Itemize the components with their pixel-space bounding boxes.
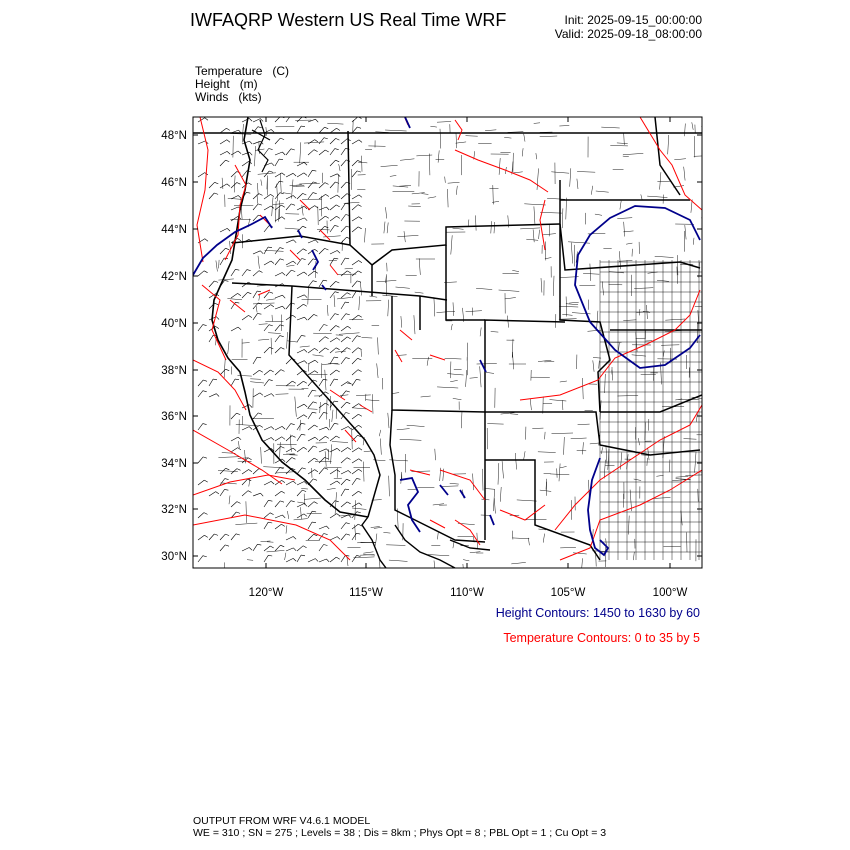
lon-label-100: 100°W [652,587,688,599]
plot-title: IWFAQRP Western US Real Time WRF [190,10,507,30]
lat-label-48: 48°N [161,130,187,142]
field-temperature: Temperature (C) [195,64,290,78]
lat-label-44: 44°N [161,224,187,236]
height-contour-label: Height Contours: 1450 to 1630 by 60 [495,606,700,620]
coastline-baja [362,517,490,568]
field-winds: Winds (kts) [195,90,262,104]
model-footer [193,815,606,839]
lon-label-105: 105°W [550,587,586,599]
lat-label-30: 30°N [161,551,187,563]
lon-label-115: 115°W [349,587,383,599]
lat-label-40: 40°N [161,318,187,330]
lat-label-38: 38°N [161,365,187,377]
footer-model: OUTPUT FROM WRF V4.6.1 MODEL [193,815,371,827]
lat-label-34: 34°N [161,458,187,470]
county-boundaries [216,120,714,579]
lat-label-36: 36°N [161,411,187,423]
field-height: Height (m) [195,77,258,91]
valid-time: Valid: 2025-09-18_08:00:00 [554,27,702,41]
lat-label-42: 42°N [161,271,187,283]
init-time: Init: 2025-09-15_00:00:00 [564,13,702,27]
temperature-contour-label: Temperature Contours: 0 to 35 by 5 [503,631,700,645]
lon-label-110: 110°W [450,587,484,599]
county-lines [216,120,714,579]
lat-label-32: 32°N [161,504,187,516]
lat-label-46: 46°N [161,177,187,189]
footer-config: WE = 310 ; SN = 275 ; Levels = 38 ; Dis = 8km ; Phys Opt = 8 ; PBL Opt = 1 ; Cu Opt = 3 [193,827,607,839]
lon-label-120: 120°W [248,587,284,599]
